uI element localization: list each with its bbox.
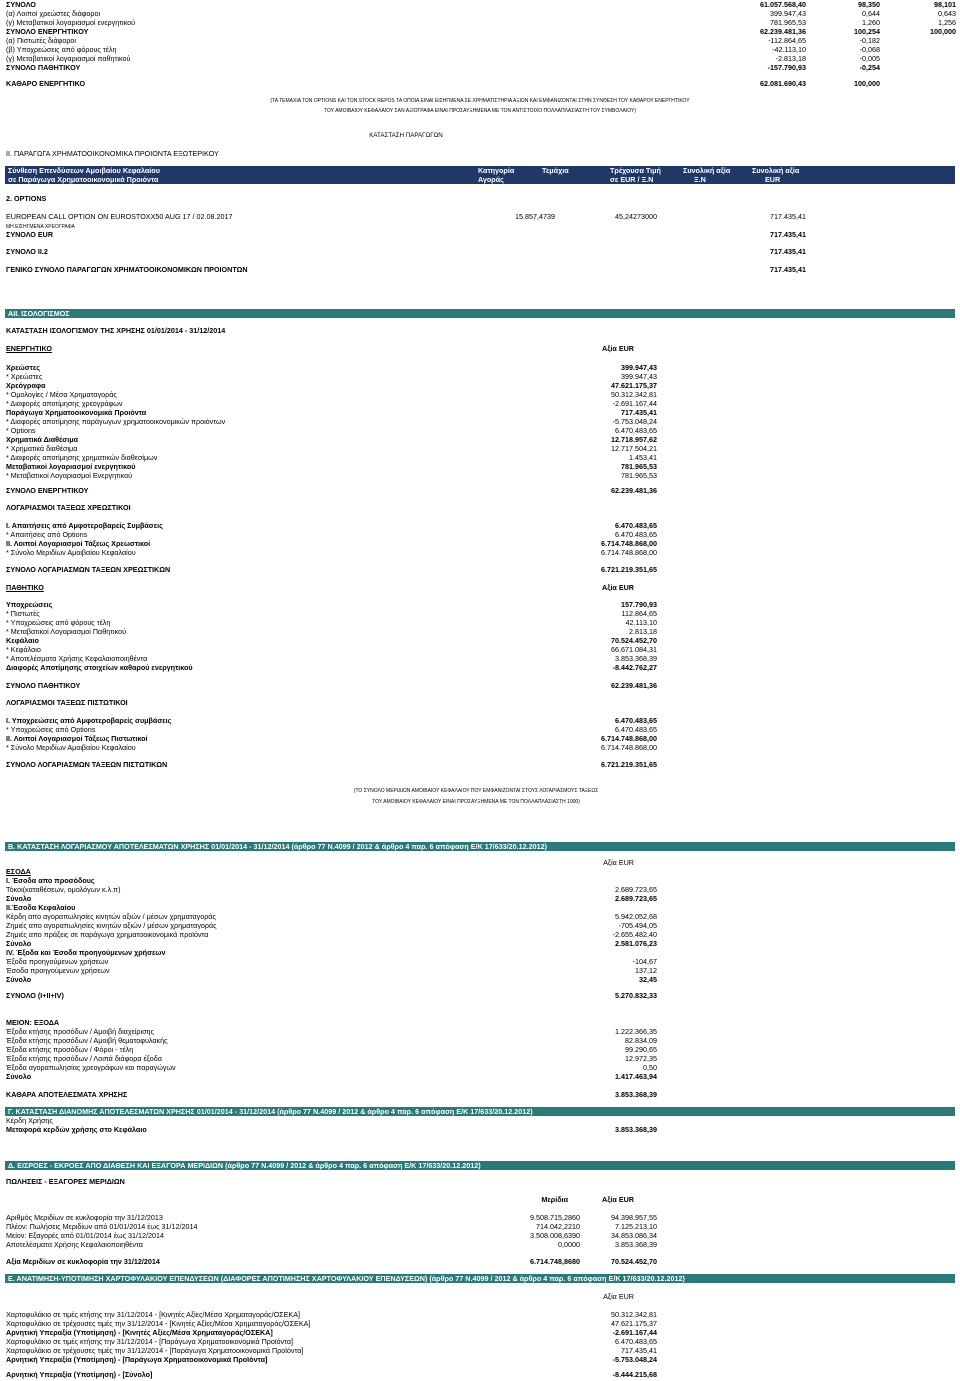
summary-label: (β) Υποχρεώσεις από φόρους τέλη bbox=[6, 45, 117, 54]
asset-label: * Διαφορές αποτίμησης παράγωγων χρηματοοικονομικών προιόντων bbox=[6, 417, 226, 426]
subtotal-ii2-value: 717.435,41 bbox=[770, 247, 806, 256]
revaluation-label: Χαρτοφυλάκιο σε τρέχουσες τιμές την 31/12/2014 - [Παράγωγα Χρηματοοικονομικά Προϊόντα] bbox=[6, 1346, 304, 1355]
asset-value: 50.312.342,81 bbox=[611, 390, 657, 399]
liability-label: Διαφορές Αποτίμησης στοιχείων καθαρού ενεργητικού bbox=[6, 663, 193, 672]
summary-value: 781.965,53 bbox=[770, 18, 806, 27]
units-note: ΤΟΥ ΑΜΟΙΒΑΙΟΥ ΚΕΦΑΛΑΙΟΥ ΕΙΝΑΙ ΠΡΟΣΑΥΞΗΜΕΝΑ ΜΕ ΤΟΝ ΠΟΛΛΑΠΛΑΣΙΑΣΤΗ 1000) bbox=[372, 799, 580, 805]
summary-value: 62.239.481,36 bbox=[760, 27, 806, 36]
flows-total-label: Αξία Μεριδίων σε κυκλοφορία την 31/12/2014 bbox=[6, 1257, 160, 1266]
option-quantity: 15.857,4739 bbox=[515, 212, 555, 221]
distribution-transfer-label: Μεταφορά κερδών χρήσης στο Κεφάλαιο bbox=[6, 1125, 147, 1134]
flow-value: 34.853.086,34 bbox=[611, 1231, 657, 1240]
result-value: -2.655.482,40 bbox=[612, 930, 657, 939]
value-column-heading: Αξία EUR bbox=[602, 344, 634, 353]
revaluation-value: 6.470.483,65 bbox=[615, 1337, 657, 1346]
result-label: Έσοδα προηγούμενων χρήσεων bbox=[6, 966, 110, 975]
result-label: Κέρδη απο αγοραπωλησίες κινητών αξιών / μέσων χρηματαγοράς bbox=[6, 912, 216, 921]
asset-value: 47.621.175,37 bbox=[611, 381, 657, 390]
revaluation-bar: Ε. ΑΝΑΤΙΜΗΣΗ-ΥΠΟΤΙΜΗΣΗ ΧΑΡΤΟΦΥΛΑΚΙΟΥ ΕΠΕΝΔΥΣΕΩΝ (ΔΙΑΦΟΡΕΣ ΑΠΟΤΙΜΗΣΗΣ ΧΑΡΤΟΦΥΛΑΚΙΟΥ ΕΠΕΝΔΥΣΕΩΝ) (άρθρο 77 Ν.4099 / 2012 & άρθρο 4 παρ. 6 απόφαση Ε/Κ 17/633/20.12.2012) bbox=[5, 1274, 955, 1283]
credit-memo-total-label: ΣΥΝΟΛΟ ΛΟΓΑΡΙΑΣΜΩΝ ΤΑΞΕΩΝ ΠΙΣΤΩΤΙΚΩΝ bbox=[6, 760, 168, 769]
result-value: 137,12 bbox=[635, 966, 657, 975]
value-column-heading: Αξία EUR bbox=[603, 858, 634, 867]
debit-memo-total-label: ΣΥΝΟΛΟ ΛΟΓΑΡΙΑΣΜΩΝ ΤΑΞΕΩΝ ΧΡΕΩΣΤΙΚΩΝ bbox=[6, 565, 171, 574]
derivatives-total-label: ΓΕΝΙΚΟ ΣΥΝΟΛΟ ΠΑΡΑΓΩΓΩΝ ΧΡΗΜΑΤΟΟΙΚΟΝΟΜΙΚΩΝ ΠΡΟΙΟΝΤΩΝ bbox=[6, 265, 248, 274]
revaluation-value: 50.312.342,81 bbox=[611, 1310, 657, 1319]
expense-value: 99.290,65 bbox=[625, 1045, 657, 1054]
summary-percent-total: 0,643 bbox=[938, 9, 956, 18]
derivatives-total-value: 717.435,41 bbox=[770, 265, 806, 274]
option-price: 45,24273000 bbox=[615, 212, 657, 221]
asset-value: 781.965,53 bbox=[621, 462, 657, 471]
credit-memo-label: ΙΙ. Λοιποί Λογαριασμοί Τάξεως Πιστωτικοί bbox=[6, 734, 148, 743]
result-label: Έξοδα προηγούμενων χρήσεων bbox=[6, 957, 109, 966]
expense-label: Έξοδα κτήσης προσόδων / Αμοιβή διαχείρισης bbox=[6, 1027, 154, 1036]
expense-label: Έξοδα αγοραπωλησίας χρεογράφων και παραγώγων bbox=[6, 1063, 176, 1072]
asset-label: Παράγωγα Χρηματοοικονομικά Προιόντα bbox=[6, 408, 147, 417]
summary-percent: 1,260 bbox=[862, 18, 880, 27]
result-label: Ζημιές απο πράξεις σε παράγωγα χρηματοοικονομικά προϊόντα bbox=[6, 930, 209, 939]
derivatives-header-cell: Συνολική αξία bbox=[683, 166, 731, 175]
credit-memo-label: * Υποχρεώσεις από Options bbox=[6, 725, 96, 734]
liability-value: 2.813,18 bbox=[629, 627, 657, 636]
summary-percent-total: 100,000 bbox=[930, 27, 956, 36]
asset-value: 12.718.957,62 bbox=[611, 435, 657, 444]
result-label: Ι. Έσοδα απο προσόδους bbox=[6, 876, 95, 885]
asset-value: 1.453,41 bbox=[629, 453, 657, 462]
liability-label: * Πιστωτές bbox=[6, 609, 40, 618]
distribution-profit-label: Κέρδη Χρήσης bbox=[6, 1116, 53, 1125]
net-assets-label: ΚΑΘΑΡΟ ΕΝΕΡΓΗΤΙΚΟ bbox=[6, 79, 86, 88]
liability-value: 112.864,65 bbox=[621, 609, 657, 618]
subtotal-eur-value: 717.435,41 bbox=[770, 230, 806, 239]
liability-value: -8.442.762,27 bbox=[612, 663, 657, 672]
net-assets-percent: 100,000 bbox=[854, 79, 880, 88]
results-sum-value: 5.270.832,33 bbox=[615, 991, 657, 1000]
expense-label: Έξοδα κτήσης προσόδων / Λοιπά διάφορα έξοδα bbox=[6, 1054, 162, 1063]
asset-label: * Διαφορές αποτίμησης χρεογράφων bbox=[6, 399, 123, 408]
summary-percent: -0,254 bbox=[859, 63, 880, 72]
summary-percent: -0,182 bbox=[859, 36, 880, 45]
result-label: Σύνολο bbox=[6, 975, 32, 984]
revaluation-value: 717.435,41 bbox=[621, 1346, 657, 1355]
asset-label: Μεταβατικοί λογαριασμοί ενεργητικού bbox=[6, 462, 136, 471]
liabilities-total-label: ΣΥΝΟΛΟ ΠΑΘΗΤΙΚΟΥ bbox=[6, 681, 81, 690]
debit-memo-value: 6.470.483,65 bbox=[615, 521, 657, 530]
result-label: ΕΣΟΔΑ bbox=[6, 867, 31, 876]
flow-value: 94.398.957,55 bbox=[611, 1213, 657, 1222]
asset-value: -2.691.167,44 bbox=[612, 399, 657, 408]
asset-label: * Χρηματικά διαθέσιμα bbox=[6, 444, 78, 453]
flow-units: 0,0000 bbox=[558, 1240, 580, 1249]
summary-label: ΣΥΝΟΛΟ ΠΑΘΗΤΙΚΟΥ bbox=[6, 63, 81, 72]
expense-value: 0,50 bbox=[643, 1063, 657, 1072]
credit-memo-value: 6.714.748.868,00 bbox=[601, 743, 657, 752]
derivatives-section: ΙΙ. ΠΑΡΑΓΩΓΑ ΧΡΗΜΑΤΟΟΙΚΟΝΟΜΙΚΑ ΠΡΟΙΟΝΤΑ ΕΞΩΤΕΡΙΚΟΥ bbox=[6, 149, 219, 158]
asset-label: * Ομολογίες / Μέσα Χρηματαγοράς bbox=[6, 390, 117, 399]
asset-value: 717.435,41 bbox=[621, 408, 657, 417]
option-value: 717.435,41 bbox=[770, 212, 806, 221]
credit-memo-label: * Σύνολο Μεριδίων Αμοιβαίου Κεφαλαίου bbox=[6, 743, 136, 752]
liability-label: Υποχρεώσεις bbox=[6, 600, 53, 609]
result-value: 5.942.052,68 bbox=[615, 912, 657, 921]
result-value: 32,45 bbox=[639, 975, 657, 984]
flow-label: Μείον: Εξαγορές από 01/01/2014 έως 31/12/2014 bbox=[6, 1231, 165, 1240]
asset-label: Χρεόγραφα bbox=[6, 381, 46, 390]
liability-label: * Υποχρεώσεις από φόρους τέλη bbox=[6, 618, 111, 627]
balance-sheet-title: ΚΑΤΑΣΤΑΣΗ ΙΣΟΛΟΓΙΣΜΟΥ ΤΗΣ ΧΡΗΣΗΣ 01/01/2014 - 31/12/2014 bbox=[6, 326, 226, 335]
result-value: -104,67 bbox=[632, 957, 657, 966]
asset-label: Χρεώστες bbox=[6, 363, 40, 372]
summary-percent: 98,350 bbox=[858, 0, 880, 9]
summary-label: ΣΥΝΟΛΟ bbox=[6, 0, 36, 9]
summary-value: 61.057.568,40 bbox=[760, 0, 806, 9]
asset-label: Χρηματικά Διαθέσιμα bbox=[6, 435, 79, 444]
distribution-bar: Γ. ΚΑΤΑΣΤΑΣΗ ΔΙΑΝΟΜΗΣ ΑΠΟΤΕΛΕΣΜΑΤΩΝ ΧΡΗΣΗΣ 01/01/2014 - 31/12/2014 (άρθρο 77 Ν.4099 / 2012 & άρθρο 4 παρ. 6 απόφαση Ε/Κ 17/633/20.12.2012) bbox=[5, 1107, 955, 1116]
credit-memo-label: Ι. Υποχρεώσεις από Αμφοτεροβαρείς συμβάσεις bbox=[6, 716, 172, 725]
liabilities-total-value: 62.239.481,36 bbox=[611, 681, 657, 690]
revaluation-label: Χαρτοφυλάκιο σε τρέχουσες τιμές την 31/12/2014 - [Κινητές Αξίες/Μέσα Χρηματαγοράς/ΟΣΕΚΑ] bbox=[6, 1319, 311, 1328]
units-note: (ΤΟ ΣΥΝΟΛΟ ΜΕΡΙΔΙΩΝ ΑΜΟΙΒΑΙΟΥ ΚΕΦΑΛΑΙΟΥ ΠΟΥ ΕΜΦΑΝΙΖΟΝΤΑΙ ΣΤΟΥΣ ΛΟΓΑΡΙΑΣΜΟΥΣ ΤΑΞΕΩΣ bbox=[353, 788, 599, 794]
options-note: (ΤΑ ΤΕΜΑΧΙΑ ΤΩΝ OPTIONS ΚΑΙ ΤΩΝ STOCK REPOS ΤΑ ΟΠΟΙΑ ΕΙΝΑΙ ΕΙΣΗΓΜΕΝΑ ΣΕ ΧΡΗΜΑΤΙΣΤΗΡΙΑ ΑΞΙΩΝ ΚΑΙ ΕΜΦΑΝΙΖΟΝΤΑΙ ΣΤΗΝ ΣΥΝΘΕΣΗ ΤΟΥ ΚΑΘΑΡΟΥ ΕΝΕΡΓΗΤΙΚΟΥ bbox=[270, 98, 690, 104]
subtotal-eur-label: ΣΥΝΟΛΟ EUR bbox=[6, 230, 54, 239]
credit-memo-value: 6.470.483,65 bbox=[615, 725, 657, 734]
asset-label: * Διαφορές αποτίμησης χρηματικών διαθεσίμων bbox=[6, 453, 158, 462]
revaluation-value: 47.621.175,37 bbox=[611, 1319, 657, 1328]
debit-memo-total-value: 6.721.219.351,65 bbox=[601, 565, 657, 574]
derivatives-header-cell: σε EUR / Ξ.Ν bbox=[610, 175, 654, 184]
result-value: -705.494,05 bbox=[618, 921, 657, 930]
net-result-value: 3.853.368,39 bbox=[615, 1090, 657, 1099]
debit-memo-value: 6.714.748.868,00 bbox=[601, 539, 657, 548]
derivatives-header-cell: EUR bbox=[765, 175, 781, 184]
liabilities-heading: ΠΑΘΗΤΙΚΟ bbox=[6, 583, 44, 592]
asset-value: 6.470.483,65 bbox=[615, 426, 657, 435]
summary-value: 399.947,43 bbox=[770, 9, 806, 18]
value-column-heading: Αξία EUR bbox=[602, 583, 634, 592]
summary-value: -112.864,65 bbox=[768, 36, 806, 45]
summary-value: -2.813,18 bbox=[775, 54, 806, 63]
credit-memo-total-value: 6.721.219.351,65 bbox=[601, 760, 657, 769]
summary-label: (γ) Μεταβατικοί λογαριασμοί παθητικού bbox=[6, 54, 131, 63]
expense-label: Έξοδα κτήσης προσόδων / Αμοιβή θεματοφυλακής bbox=[6, 1036, 168, 1045]
option-name: EUROPEAN CALL OPTION ON EUROSTOXX50 AUG 17 / 02.08.2017 bbox=[6, 212, 233, 221]
expense-label: Σύνολο bbox=[6, 1072, 32, 1081]
net-result-label: ΚΑΘΑΡΑ ΑΠΟΤΕΛΕΣΜΑΤΑ ΧΡΗΣΗΣ bbox=[6, 1090, 128, 1099]
flow-label: Αριθμός Μεριδίων σε κυκλοφορία την 31/12/2013 bbox=[6, 1213, 163, 1222]
derivatives-header-cell: Κατηγορία bbox=[478, 166, 515, 175]
flows-bar: Δ. ΕΙΣΡΟΕΣ - ΕΚΡΟΕΣ ΑΠΟ ΔΙΑΘΕΣΗ ΚΑΙ ΕΞΑΓΟΡΑ ΜΕΡΙΔΙΩΝ (άρθρο 77 Ν.4099 / 2012 & άρθρο 4 παρ. 6 απόφαση Ε/Κ 17/633/20.12.2012) bbox=[5, 1161, 955, 1170]
summary-percent: -0,005 bbox=[859, 54, 880, 63]
asset-value: 399.947,43 bbox=[621, 372, 657, 381]
credit-memo-value: 6.470.483,65 bbox=[615, 716, 657, 725]
flow-units: 714.042,2210 bbox=[536, 1222, 580, 1231]
flows-total-value: 70.524.452,70 bbox=[611, 1257, 657, 1266]
derivatives-header bbox=[5, 166, 955, 184]
derivatives-header-cell: Τεμάχια bbox=[542, 166, 569, 175]
liability-value: 3.853.368,39 bbox=[615, 654, 657, 663]
results-sum-label: ΣΥΝΟΛΟ (Ι+ΙΙ+ΙV) bbox=[6, 991, 64, 1000]
liability-label: * Μεταβατικοί Λογαριασμοί Παθητικού bbox=[6, 627, 127, 636]
liability-value: 70.524.452,70 bbox=[611, 636, 657, 645]
expense-value: 1.417.463,94 bbox=[615, 1072, 657, 1081]
liability-label: * Κεφάλαιο bbox=[6, 645, 41, 654]
result-label: ΙV. Έξοδα και Έσοδα προηγούμενων χρήσεων bbox=[6, 948, 166, 957]
derivatives-title: ΚΑΤΑΣΤΑΣΗ ΠΑΡΑΓΩΓΩΝ bbox=[369, 132, 443, 139]
asset-value: 399.947,43 bbox=[621, 363, 657, 372]
balance-sheet-bar: ΑΙΙ. ΙΣΟΛΟΓΙΣΜΟΣ bbox=[5, 309, 955, 318]
asset-value: -5.753.048,24 bbox=[612, 417, 657, 426]
credit-memo-heading: ΛΟΓΑΡΙΑΣΜΟΙ ΤΑΞΕΩΣ ΠΙΣΤΩΤΙΚΟΙ bbox=[6, 698, 128, 707]
debit-memo-label: * Σύνολο Μεριδίων Αμοιβαίου Κεφαλαίου bbox=[6, 548, 136, 557]
value-column-heading: Αξία EUR bbox=[602, 1195, 634, 1204]
summary-value: -42.113,10 bbox=[772, 45, 806, 54]
units-column-heading: Μερίδια bbox=[541, 1195, 568, 1204]
result-value: 2.689.723,65 bbox=[615, 885, 657, 894]
summary-label: (α) Λοιποί χρεώστες διάφοροι bbox=[6, 9, 101, 18]
flow-units: 9.508.715,2860 bbox=[530, 1213, 580, 1222]
asset-value: 12.717.504,21 bbox=[611, 444, 657, 453]
summary-percent-total: 98,101 bbox=[934, 0, 956, 9]
credit-memo-value: 6.714.748.868,00 bbox=[601, 734, 657, 743]
liability-label: Κεφάλαιο bbox=[6, 636, 39, 645]
revaluation-label: Χαρτοφυλάκιο σε τιμές κτήσης την 31/12/2014 - [Κινητές Αξίες/Μέσα Χρηματαγοράς/ΟΣΕΚΑ] bbox=[6, 1310, 300, 1319]
derivatives-header-cell: Αγοράς bbox=[478, 175, 504, 184]
expense-value: 12.972,35 bbox=[625, 1054, 657, 1063]
result-label: Ζημιές απο αγοραπωλησίες κινητών αξιών / μέσων χρηματαγοράς bbox=[6, 921, 217, 930]
derivatives-header-cell: σε Παράγωγα Χρηματοοικονομικά Προιόντα bbox=[8, 175, 159, 184]
summary-percent: -0,068 bbox=[859, 45, 880, 54]
revaluation-total-value: -8.444.215,68 bbox=[612, 1370, 657, 1379]
asset-label: * Μεταβατικοί Λογαριασμοί Ενεργητικού bbox=[6, 471, 133, 480]
asset-label: * Χρεώστες bbox=[6, 372, 43, 381]
expense-value: 1.222.366,35 bbox=[615, 1027, 657, 1036]
liability-label: * Αποτελέσματα Χρήσης Κεφαλαιοποιηθέντα bbox=[6, 654, 148, 663]
liability-value: 66.671.084,31 bbox=[611, 645, 657, 654]
result-label: Σύνολο bbox=[6, 939, 32, 948]
flow-value: 3.853.368,39 bbox=[615, 1240, 657, 1249]
summary-value: -157.790,93 bbox=[767, 63, 806, 72]
revaluation-value: -2.691.167,44 bbox=[612, 1328, 657, 1337]
subtotal-ii2-label: ΣΥΝΟΛΟ ΙΙ.2 bbox=[6, 247, 48, 256]
asset-label: * Options bbox=[6, 426, 36, 435]
debit-memo-value: 6.714.748.868,00 bbox=[601, 548, 657, 557]
distribution-transfer-value: 3.853.368,39 bbox=[615, 1125, 657, 1134]
revaluation-total-label: Αρνητική Υπεραξία (Υποτίμηση) - [Σύνολο] bbox=[6, 1370, 153, 1379]
revaluation-label: Χαρτοφυλάκιο σε τιμές κτήσης την 31/12/2014 - [Παράγωγα Χρηματοοικονομικά Προϊόντα] bbox=[6, 1337, 293, 1346]
revaluation-value: -5.753.048,24 bbox=[612, 1355, 657, 1364]
revaluation-label: Αρνητική Υπεραξία (Υποτίμηση) - [Κινητές Αξίες/Μέσα Χρηματαγοράς/ΟΣΕΚΑ] bbox=[6, 1328, 273, 1337]
results-bar: Β. ΚΑΤΑΣΤΑΣΗ ΛΟΓΑΡΙΑΣΜΟΥ ΑΠΟΤΕΛΕΣΜΑΤΩΝ ΧΡΗΣΗΣ 01/01/2014 - 31/12/2014 (άρθρο 77 Ν.4099 / 2012 & άρθρο 4 παρ. 6 απόφαση Ε/Κ 17/633/20.12.2012) bbox=[5, 842, 955, 851]
derivatives-header-cell: Σύνθεση Επενδύσεων Αμοιβαίου Κεφαλαίου bbox=[8, 166, 160, 175]
flows-total-units: 6.714.748,8680 bbox=[530, 1257, 580, 1266]
flow-label: Αποτελέσματα Χρήσης Κεφαλαιοποιηθέντα bbox=[6, 1240, 143, 1249]
summary-label: (γ) Μεταβατικοί λογαριασμοί ενεργητικού bbox=[6, 18, 136, 27]
summary-percent: 100,254 bbox=[854, 27, 880, 36]
flow-label: Πλέον: Πωλήσεις Μεριδίων από 01/01/2014 έως 31/12/2014 bbox=[6, 1222, 198, 1231]
liability-value: 42.113,10 bbox=[625, 618, 657, 627]
expense-label: Έξοδα κτήσης προσόδων / Φόροι - τέλη bbox=[6, 1045, 134, 1054]
flow-value: 7.125.213,10 bbox=[615, 1222, 657, 1231]
debit-memo-label: Ι. Απαιτήσεις από Αμφοτεροβαρείς Συμβάσεις bbox=[6, 521, 163, 530]
derivatives-header-cell: Ξ.Ν bbox=[694, 175, 706, 184]
expenses-heading: ΜΕΙΟΝ: ΕΞΟΔΑ bbox=[6, 1018, 60, 1027]
assets-total-label: ΣΥΝΟΛΟ ΕΝΕΡΓΗΤΙΚΟΥ bbox=[6, 486, 89, 495]
options-subheading: 2. OPTIONS bbox=[6, 194, 47, 203]
debit-memo-label: ΙΙ. Λοιποί Λογαριασμοί Τάξεως Χρεωστικοί bbox=[6, 539, 151, 548]
expense-value: 82.834,09 bbox=[625, 1036, 657, 1045]
value-column-heading: Αξία EUR bbox=[603, 1292, 634, 1301]
summary-label: (α) Πιστωτές διάφοροι bbox=[6, 36, 77, 45]
summary-label: ΣΥΝΟΛΟ ΕΝΕΡΓΗΤΙΚΟΥ bbox=[6, 27, 89, 36]
unlisted-note: ΜΗ ΕΙΣΗΓΜΕΝΑ ΧΡΕΟΓΡΑΦΑ bbox=[6, 224, 75, 230]
summary-percent: 0,644 bbox=[862, 9, 880, 18]
assets-heading: ΕΝΕΡΓΗΤΙΚΟ bbox=[6, 344, 52, 353]
result-value: 2.581.076,23 bbox=[615, 939, 657, 948]
debit-memo-heading: ΛΟΓΑΡΙΑΣΜΟΙ ΤΑΞΕΩΣ ΧΡΕΩΣΤΙΚΟΙ bbox=[6, 503, 131, 512]
debit-memo-label: * Απαιτήσεις από Options bbox=[6, 530, 88, 539]
derivatives-header-cell: Τρέχουσα Τιμή bbox=[610, 166, 661, 175]
derivatives-header-cell: Συνολική αξία bbox=[752, 166, 800, 175]
liability-value: 157.790,93 bbox=[621, 600, 657, 609]
result-value: 2.689.723,65 bbox=[615, 894, 657, 903]
revaluation-label: Αρνητική Υπεραξία (Υποτίμηση) - [Παράγωγα Χρηματοοικονομικά Προϊόντα] bbox=[6, 1355, 268, 1364]
summary-percent-total: 1,256 bbox=[938, 18, 956, 27]
asset-value: 781.965,53 bbox=[621, 471, 657, 480]
flows-title: ΠΩΛΗΣΕΙΣ - ΕΞΑΓΟΡΕΣ ΜΕΡΙΔΙΩΝ bbox=[6, 1177, 125, 1186]
net-assets-value: 62.081.690,43 bbox=[760, 79, 806, 88]
result-label: ΙΙ.Έσοδα Κεφαλαίου bbox=[6, 903, 76, 912]
assets-total-value: 62.239.481,36 bbox=[611, 486, 657, 495]
debit-memo-value: 6.470.483,65 bbox=[615, 530, 657, 539]
result-label: Τόκοι(καταθέσεων, ομολόγων κ.λ.π) bbox=[6, 885, 121, 894]
flow-units: 3.508.008,6390 bbox=[530, 1231, 580, 1240]
options-note: ΤΟΥ ΑΜΟΙΒΑΙΟΥ ΚΕΦΑΛΑΙΟΥ ΣΑΝ ΑΞΙΟΓΡΑΦΑ ΕΙΝΑΙ ΠΡΟΣΑΥΞΗΜΕΝΑ ΜΕ ΤΟΝ ΑΝΤΙΣΤΟΙΧΟ ΠΟΛΛΑΠΛΑΣΙΑΣΤΗ ΤΟΥ ΣΥΜΒΟΛΑΙΟΥ) bbox=[324, 108, 636, 114]
result-label: Σύνολο bbox=[6, 894, 32, 903]
